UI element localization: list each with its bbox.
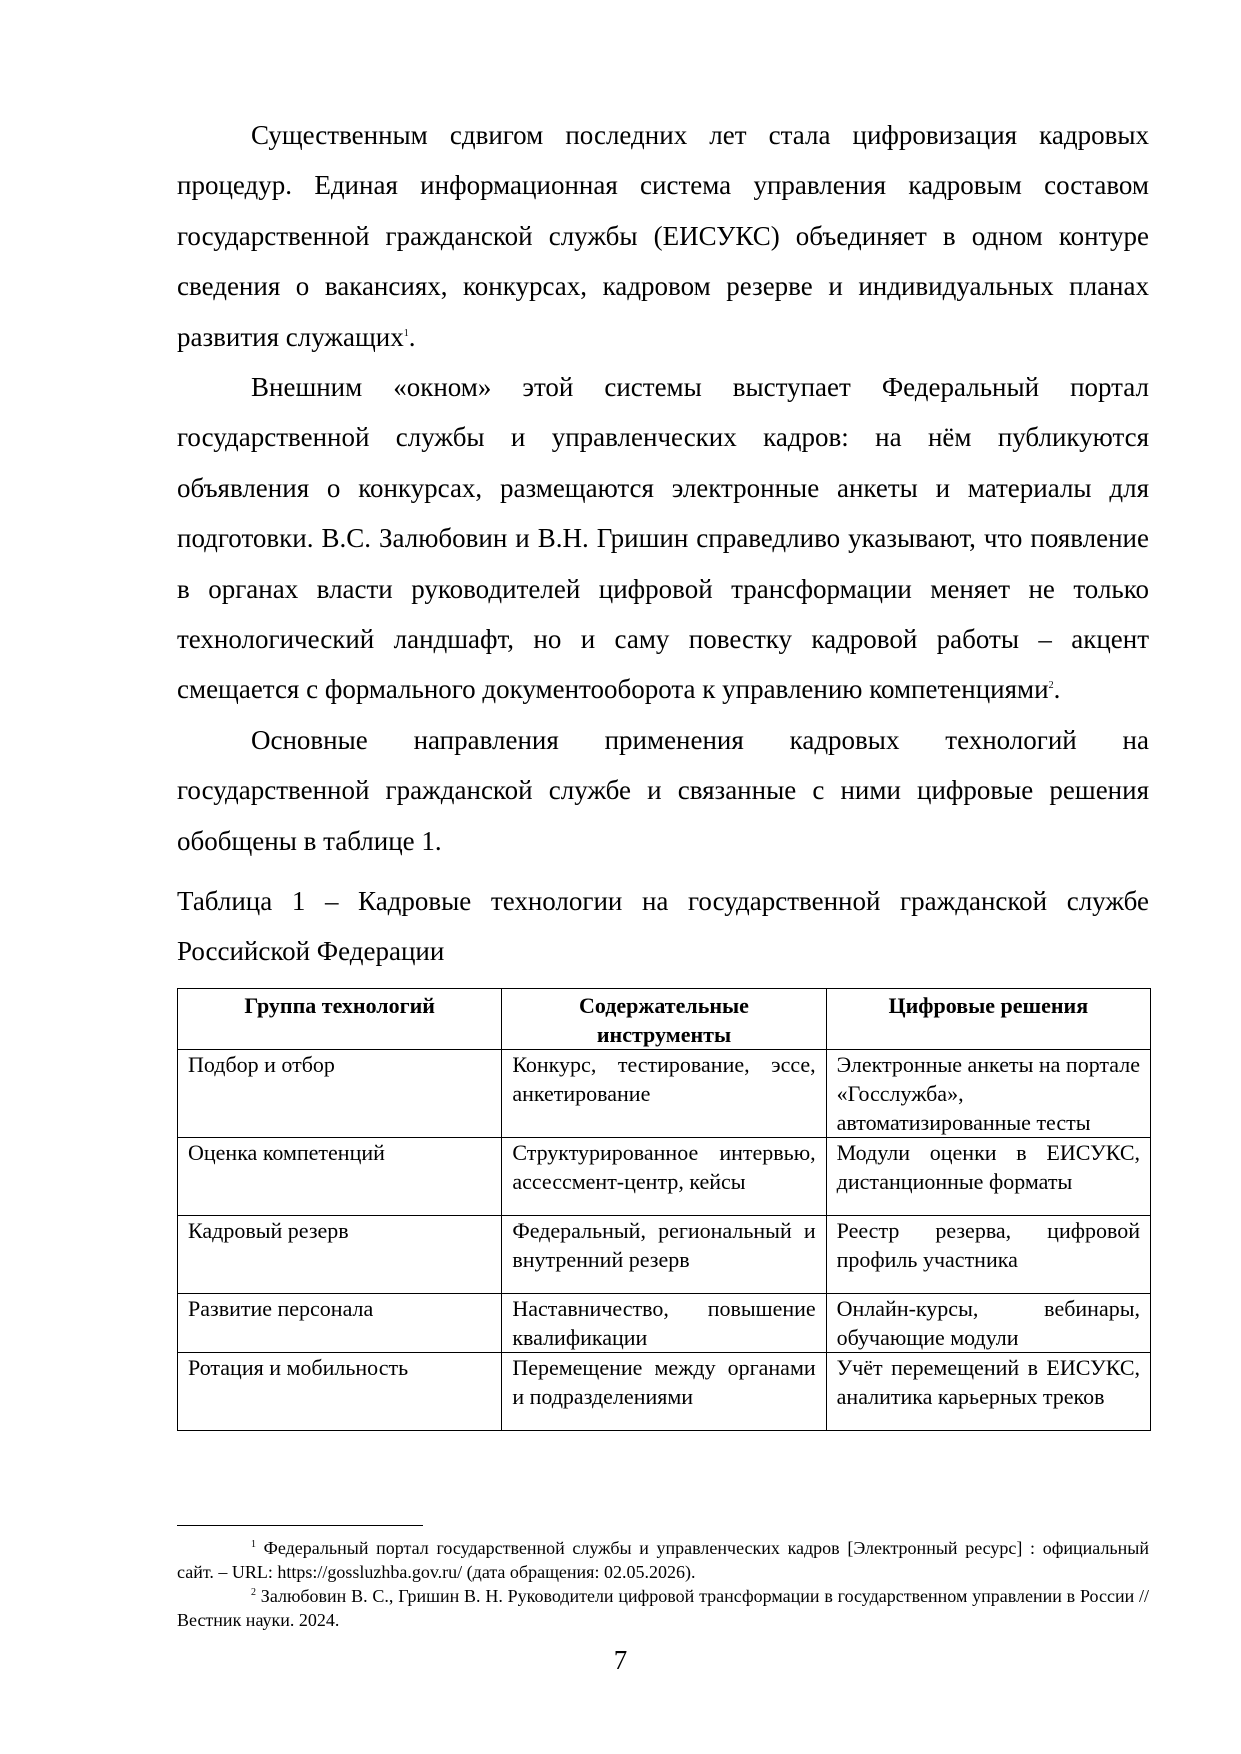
table-cell: Оценка компетенций xyxy=(178,1138,502,1216)
table-header-row xyxy=(178,989,1151,1050)
table-cell: Модули оценки в ЕИСУКС, дистанционные форматы xyxy=(826,1138,1150,1216)
table-cell: Перемещение между органами и подразделениями xyxy=(502,1353,826,1431)
header-digital: Цифровые решения xyxy=(826,989,1150,1050)
table-cell: Ротация и мобильность xyxy=(178,1353,502,1431)
table-caption: Таблица 1 – Кадровые технологии на государственной гражданской службе Российской Федерации xyxy=(177,886,1149,967)
footnotes xyxy=(177,1536,1149,1632)
page-number: 7 xyxy=(613,1645,628,1675)
table-row xyxy=(178,1353,1151,1431)
footnote-text: Залюбовин В. С., Гришин В. Н. Руководители цифровой трансформации в государственном управлении в России // Вестник науки. 2024. xyxy=(177,1586,1150,1630)
table-cell: Электронные анкеты на портале «Госслужба», автоматизированные тесты xyxy=(826,1050,1150,1138)
table-cell: Учёт перемещений в ЕИСУКС, аналитика карьерных треков xyxy=(826,1353,1150,1431)
paragraph-1 xyxy=(177,110,1149,362)
footnote-separator xyxy=(177,1525,423,1526)
table-row xyxy=(178,1294,1151,1353)
table-cell: Развитие персонала xyxy=(178,1294,502,1353)
table-cell: Реестр резерва, цифровой профиль участника xyxy=(826,1216,1150,1294)
paragraph-2-text: Внешним «окном» этой системы выступает Федеральный портал государственной службы и управленческих кадров: на нём публикуются объявления о конкурсах, размещаются электронные анкеты и материалы для подготовки. В.С. Залюбовин и В.Н. Гришин справедливо указывают, что появление в органах власти руководителей цифровой трансформации меняет не только технологический ландшафт, но и саму повестку кадровой работы – акцент смещается с формального документооборота к управлению компетенциями xyxy=(177,372,1149,705)
table-row xyxy=(178,1138,1151,1216)
table-cell: Конкурс, тестирование, эссе, анкетирование xyxy=(502,1050,826,1138)
footnote-1 xyxy=(177,1536,1149,1584)
page-body xyxy=(177,110,1149,1431)
table-row xyxy=(178,1216,1151,1294)
paragraph-1-text: Существенным сдвигом последних лет стала цифровизация кадровых процедур. Единая информационная система управления кадровым составом государственной гражданской службы (ЕИСУКС) объединяет в одном контуре сведения о вакансиях, конкурсах, кадровом резерве и индивидуальных планах развития служащих xyxy=(177,120,1149,352)
table-cell: Кадровый резерв xyxy=(178,1216,502,1294)
technologies-table xyxy=(177,988,1151,1431)
paragraph-2-tail: . xyxy=(1053,674,1061,705)
footnote-number: 2 xyxy=(251,1587,256,1598)
table-row xyxy=(178,1050,1151,1138)
table-cell: Наставничество, повышение квалификации xyxy=(502,1294,826,1353)
paragraph-1-tail: . xyxy=(408,321,416,352)
footnote-number: 1 xyxy=(251,1539,256,1550)
paragraph-3-text: Основные направления применения кадровых технологий на государственной гражданской службе и связанные с ними цифровые решения обобщены в таблице 1. xyxy=(177,724,1149,856)
table-cell: Подбор и отбор xyxy=(178,1050,502,1138)
table-cell: Онлайн-курсы, вебинары, обучающие модули xyxy=(826,1294,1150,1353)
header-tools: Содержательные инструменты xyxy=(502,989,826,1050)
footnote-ref-1[interactable]: 1 xyxy=(403,327,409,339)
table-cell: Структурированное интервью, ассессмент-центр, кейсы xyxy=(502,1138,826,1216)
table-cell: Федеральный, региональный и внутренний резерв xyxy=(502,1216,826,1294)
footnote-ref-2[interactable]: 2 xyxy=(1048,680,1054,692)
paragraph-2 xyxy=(177,362,1149,715)
footnote-2 xyxy=(177,1584,1149,1632)
paragraph-3 xyxy=(177,715,1149,866)
footnote-text: Федеральный портал государственной службы и управленческих кадров [Электронный ресурс] : официальный сайт. – URL: https://gossluzhba.gov.ru/ (дата обращения: 02.05.2026). xyxy=(177,1538,1149,1582)
header-group: Группа технологий xyxy=(178,989,502,1050)
